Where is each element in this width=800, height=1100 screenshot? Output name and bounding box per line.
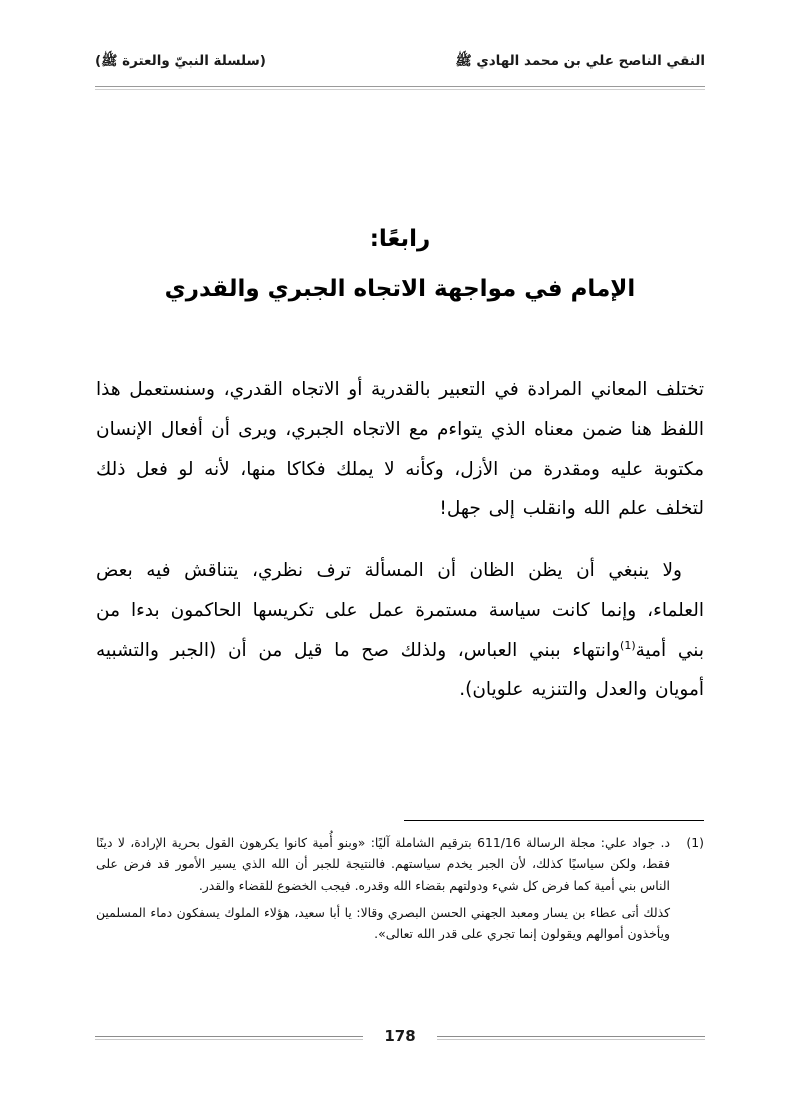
footer-rule-left xyxy=(95,1036,363,1037)
footer-rule-left-thin xyxy=(95,1039,363,1040)
header-divider-secondary xyxy=(95,89,705,90)
paragraph-2-part-b: وانتهاء ببني العباس، ولذلك صح ما قيل من أن (الجبر والتشبيه أمويان والعدل والتنزيه علويان). xyxy=(96,639,704,701)
footnote-reference: (1) xyxy=(620,638,636,652)
footnote-text-continued: كذلك أتى عطاء بن يسار ومعبد الجهني الحسن البصري وقالا: يا أبا سعيد، هؤلاء الملوك يسفكون دماء المسلمين ويأخذون أموالهم ويقولون إنما تجري على قدر الله تعالى». xyxy=(96,904,670,942)
paragraph-1: تختلف المعاني المرادة في التعبير بالقدرية أو الاتجاه القدري، وسنستعمل هذا اللفظ هنا ضمن معناه الذي يتواءم مع الاتجاه الجبري، ويرى أن أفعال الإنسان مكتوبة عليه ومقدرة من الأزل، وكأنه لا يملك فكاكا منها، لأنه لو فعل ذلك لتخلف علم الله وانقلب إلى جهل! xyxy=(96,379,704,520)
footer-rule-right xyxy=(437,1036,705,1037)
footnote-area xyxy=(96,832,704,945)
footnote-divider xyxy=(404,820,704,821)
page-header xyxy=(95,52,705,92)
page-number: 178 xyxy=(370,1022,429,1050)
body-content xyxy=(96,370,704,724)
header-divider xyxy=(95,86,705,87)
section-heading: الإمام في مواجهة الاتجاه الجبري والقدري xyxy=(164,275,636,302)
footnote-marker: (1) xyxy=(686,835,704,850)
header-book-series: النقي الناصح علي بن محمد الهادي ﷺ xyxy=(455,53,705,69)
header-row xyxy=(95,52,705,72)
footnote-text: د. جواد علي: مجلة الرسالة 611/16 بترقيم الشاملة آليًا: «وبنو أُمية كانوا يكرهون القول بحرية الإرادة، لا دينًا فقط، ولكن سياسيًا كذلك، لأن الجبر يخدم سياستهم. فالنتيجة للجبر أن الله الذي يسير الأمور قد فرض على الناس بني أمية كما فرض كل شيء ودولتهم بقضاء الله وقدره. فيجب الخضوع للقضاء والقدر. xyxy=(96,835,670,893)
footnote-item xyxy=(96,832,704,896)
page-footer xyxy=(95,1022,705,1052)
section-label: رابعًا: xyxy=(369,226,431,252)
header-series-title: (سلسلة النبيّ والعترة ﷺ) xyxy=(95,53,266,69)
footer-rule-right-thin xyxy=(437,1039,705,1040)
paragraph-2-part-a: ولا ينبغي أن يظن الظان أن المسألة ترف نظري، يتناقش فيه بعض العلماء، وإنما كانت سياسة مستمرة عمل على تكريسها الحاكمون بدءا من بني أمية xyxy=(96,560,704,661)
page-title xyxy=(95,222,705,307)
paragraph-2 xyxy=(96,551,704,710)
